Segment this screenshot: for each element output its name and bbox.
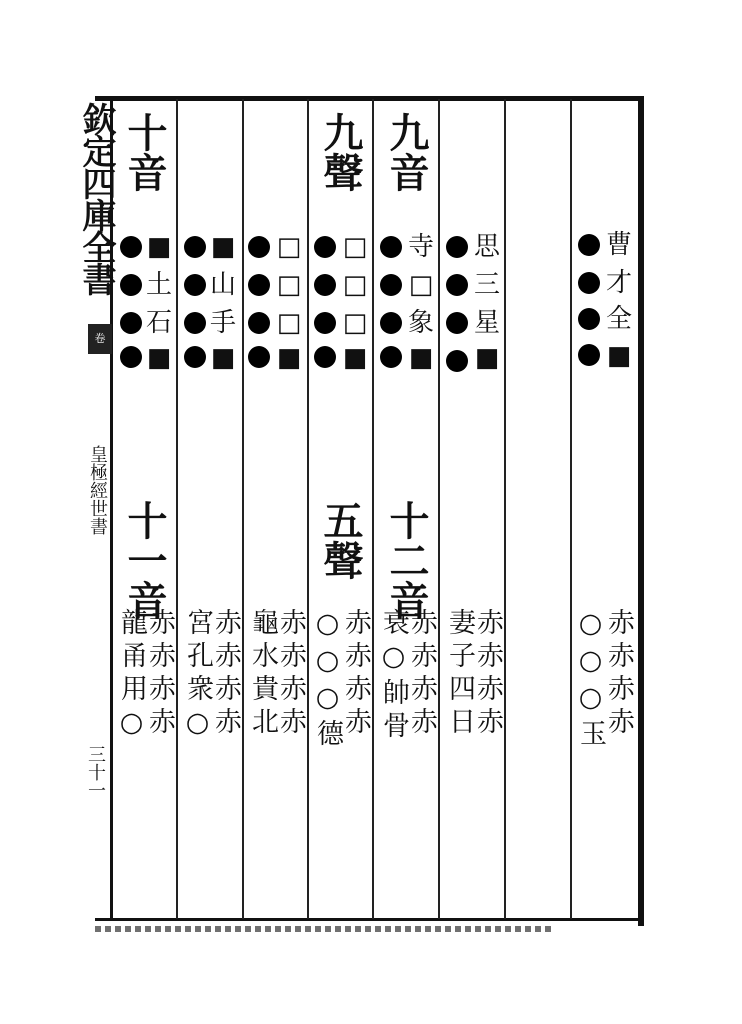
column-divider: [307, 99, 309, 919]
glyph: 山: [209, 270, 236, 300]
text-line: 妻子四日: [444, 608, 475, 740]
column-divider: [438, 99, 440, 919]
text-line: ○○○玉: [575, 608, 606, 752]
text-line: ○○○德: [312, 608, 343, 752]
column-divider: [372, 99, 374, 919]
circle-mark: [446, 236, 468, 258]
glyph: □: [276, 270, 302, 300]
heading-nine-sounds: 九聲: [317, 112, 364, 192]
heading-nine-tones: 九音: [383, 112, 430, 192]
collection-title: 欽定四庫全書: [76, 102, 116, 294]
text-line: 赤赤赤赤: [144, 608, 175, 740]
glyph: 象: [407, 308, 434, 338]
page-number: 三十一: [85, 745, 106, 799]
circle-mark: [314, 274, 336, 296]
glyph: 星: [473, 308, 500, 338]
glyph: 思: [473, 232, 500, 262]
column-divider: [242, 99, 244, 919]
circle-mark: [380, 236, 402, 258]
circle-mark: [314, 312, 336, 334]
circle-mark: [184, 236, 206, 258]
glyph: 石: [145, 308, 172, 338]
text-line: 龜水貴北: [247, 608, 278, 740]
glyph: ■: [342, 343, 368, 373]
circle-mark: [380, 274, 402, 296]
text-line: 赤赤赤赤: [275, 608, 306, 740]
glyph: □: [342, 232, 368, 262]
scan-artifact: [95, 926, 555, 932]
heading-ten-tones: 十音: [121, 112, 168, 192]
glyph: ■: [210, 232, 236, 262]
frame-right-border: [638, 96, 644, 926]
glyph: □: [276, 308, 302, 338]
text-line: 赤赤赤赤: [406, 608, 437, 740]
glyph: 三: [473, 270, 500, 300]
glyph: □: [276, 232, 302, 262]
circle-mark: [120, 346, 142, 368]
circle-mark: [446, 312, 468, 334]
text-line: 龍甬用○: [116, 608, 147, 744]
heading-eleven-tones: 十一音: [121, 500, 168, 620]
heading-five-sounds: 五聲: [317, 500, 364, 580]
circle-mark: [248, 312, 270, 334]
glyph: ■: [146, 232, 172, 262]
circle-mark: [120, 274, 142, 296]
circle-mark: [248, 236, 270, 258]
glyph: ■: [606, 341, 632, 371]
text-line: 宮孔衆○: [182, 608, 213, 744]
glyph: □: [342, 270, 368, 300]
glyph: 手: [209, 308, 236, 338]
circle-mark: [446, 274, 468, 296]
circle-mark: [248, 346, 270, 368]
glyph: ■: [146, 343, 172, 373]
text-line: 赤赤赤赤: [210, 608, 241, 740]
circle-mark: [120, 236, 142, 258]
glyph: ■: [276, 343, 302, 373]
circle-mark: [314, 236, 336, 258]
circle-mark: [184, 274, 206, 296]
glyph: □: [342, 308, 368, 338]
circle-mark: [184, 346, 206, 368]
text-line: 赤赤赤赤: [340, 608, 371, 740]
circle-mark: [578, 272, 600, 294]
text-line: 赤赤赤赤: [472, 608, 503, 740]
volume-mark: 卷: [88, 324, 112, 354]
glyph: □: [408, 270, 434, 300]
column-divider: [570, 99, 572, 919]
circle-mark: [578, 308, 600, 330]
glyph: 才: [605, 268, 632, 298]
circle-mark: [578, 234, 600, 256]
column-divider: [176, 99, 178, 919]
book-name: 皇極經世書: [87, 445, 108, 535]
circle-mark: [446, 350, 468, 372]
glyph: 寺: [407, 232, 434, 262]
column-divider: [504, 99, 506, 919]
glyph: 土: [145, 270, 172, 300]
glyph: ■: [408, 343, 434, 373]
glyph: ■: [210, 343, 236, 373]
text-line: 衰○帥骨: [378, 608, 409, 744]
circle-mark: [248, 274, 270, 296]
glyph: 曹: [605, 230, 632, 260]
circle-mark: [184, 312, 206, 334]
circle-mark: [314, 346, 336, 368]
text-line: 赤赤赤赤: [603, 608, 634, 740]
heading-twelve-tones: 十二音: [383, 500, 430, 620]
circle-mark: [120, 312, 142, 334]
glyph: ■: [474, 343, 500, 373]
circle-mark: [578, 344, 600, 366]
circle-mark: [380, 346, 402, 368]
circle-mark: [380, 312, 402, 334]
glyph: 全: [605, 304, 632, 334]
